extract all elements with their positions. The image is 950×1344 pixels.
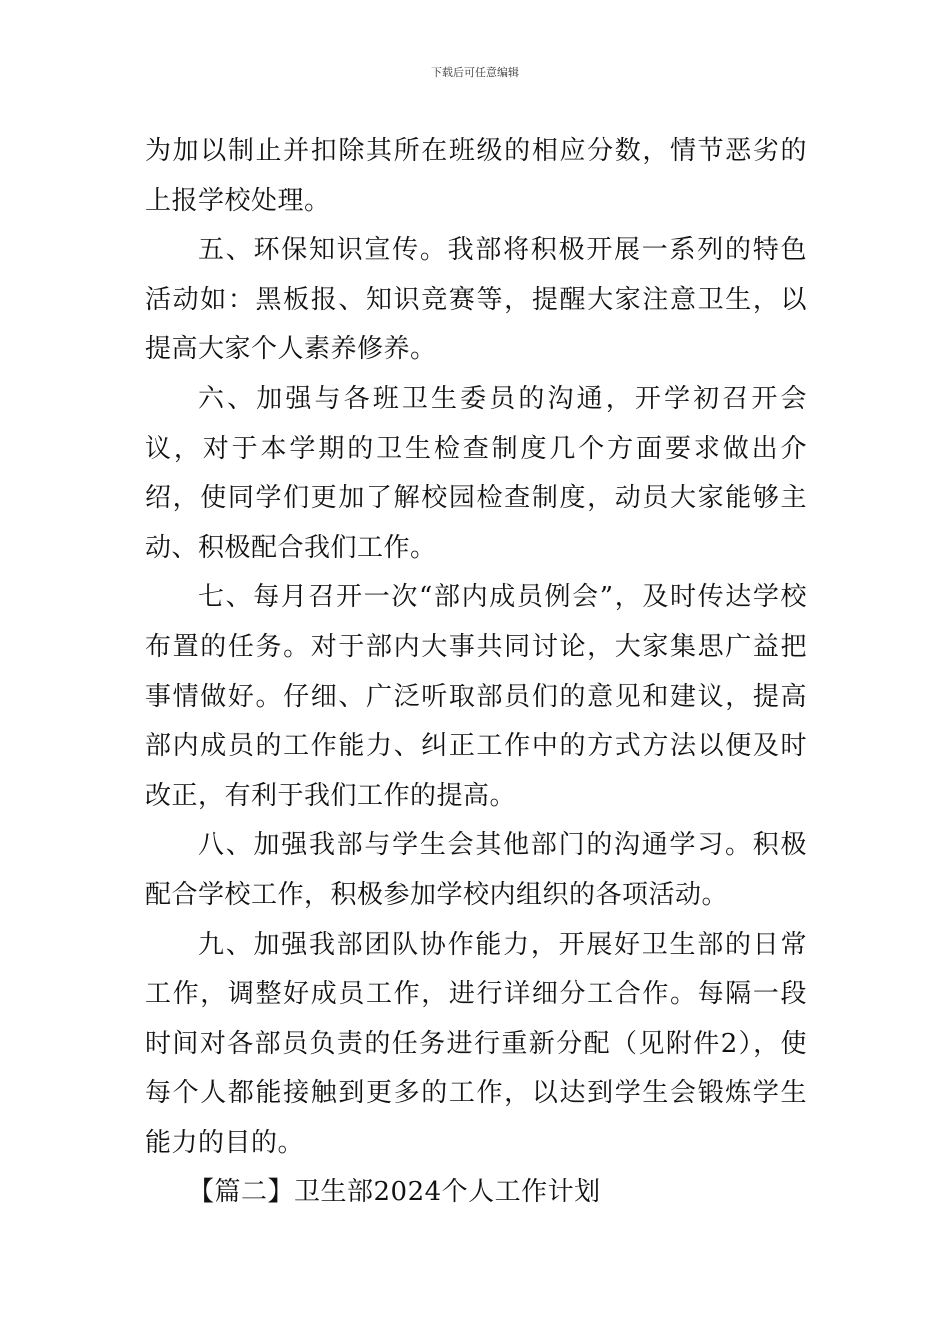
paragraph-item-8: 八、加强我部与学生会其他部门的沟通学习。积极配合学校工作，积极参加学校内组织的各项活动。 [145,830,807,910]
paragraph-item-6: 六、加强与各班卫生委员的沟通，开学初召开会议，对于本学期的卫生检查制度几个方面要求做出介绍，使同学们更加了解校园检查制度，动员大家能够主动、积极配合我们工作。 [145,383,807,563]
section-heading: 【篇二】卫生部2024个人工作计划 [188,1177,601,1208]
paragraph-item-9: 九、加强我部团队协作能力，开展好卫生部的日常工作，调整好成员工作，进行详细分工合作。每隔一段时间对各部员负责的任务进行重新分配（见附件2），使每个人都能接触到更多的工作，以达到学生会锻炼学生能力的目的。 [145,929,807,1158]
paragraph-continuation: 为加以制止并扣除其所在班级的相应分数，情节恶劣的上报学校处理。 [145,136,807,216]
document-body [145,127,807,1218]
paragraph-item-7: 七、每月召开一次“部内成员例会”，及时传达学校布置的任务。对于部内大事共同讨论，大家集思广益把事情做好。仔细、广泛听取部员们的意见和建议，提高部内成员的工作能力、纠正工作中的方式方法以便及时改正，有利于我们工作的提高。 [145,582,807,811]
paragraph-item-5: 五、环保知识宣传。我部将积极开展一系列的特色活动如：黑板报、知识竞赛等，提醒大家注意卫生，以提高大家个人素养修养。 [145,235,807,365]
page-header: 下载后可任意编辑 [431,66,519,79]
